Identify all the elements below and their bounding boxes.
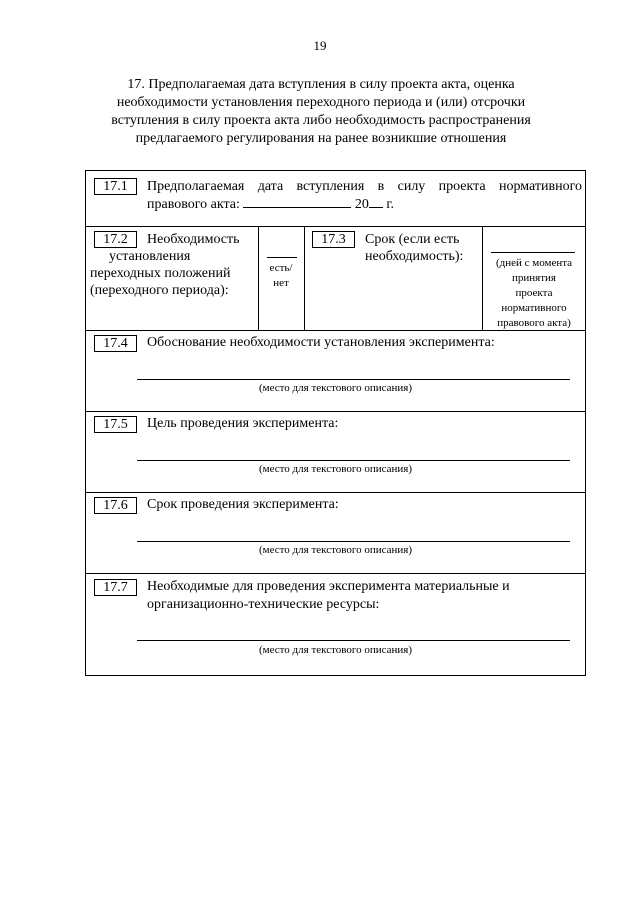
item-17-7-label-line: Необходимые для проведения эксперимента материальные и <box>147 579 510 594</box>
year-prefix: 20 <box>354 197 369 212</box>
item-17-2-label-line: (переходного периода): <box>90 283 229 298</box>
item-number: 17.4 <box>94 335 137 352</box>
section-title-line: предлагаемого регулирования на ранее возникшие отношения <box>135 131 507 146</box>
item-17-7-label-line: организационно-технические ресурсы: <box>147 597 380 612</box>
item-number: 17.6 <box>94 497 137 514</box>
item-number: 17.3 <box>312 231 355 248</box>
days-note-line: проекта <box>515 287 553 299</box>
item-17-6-box <box>85 492 586 574</box>
item-17-2-17-3-box <box>85 226 586 331</box>
item-17-4-label: Обоснование необходимости установления эксперимента: <box>147 335 495 350</box>
days-note-line: принятия <box>512 272 556 284</box>
item-number: 17.7 <box>94 579 137 596</box>
page-number: 19 <box>313 38 327 53</box>
section-title <box>95 76 547 148</box>
days-note-line: (дней с момента <box>495 257 573 269</box>
item-17-1-box <box>85 170 586 227</box>
answer-option-line: есть/ <box>269 262 293 274</box>
item-17-5-box <box>85 411 586 493</box>
item-17-2-label-line: Необходимость <box>147 232 240 247</box>
description-input-line[interactable] <box>137 379 570 380</box>
column-divider <box>304 227 305 330</box>
item-number: 17.1 <box>94 178 137 195</box>
section-title-line: 17. Предполагаемая дата вступления в силу проекта акта, оценка <box>127 77 515 92</box>
section-title-line: вступления в силу проекта акта либо необходимость распространения <box>111 113 531 128</box>
item-17-3-label-line: Срок (если есть <box>365 232 460 247</box>
field-caption: (место для текстового описания) <box>258 382 413 394</box>
item-17-2-label-line: переходных положений <box>90 266 231 281</box>
item-17-7-box <box>85 573 586 676</box>
description-input-line[interactable] <box>137 460 570 461</box>
item-17-1-label-line2 <box>147 195 394 213</box>
days-note-line: правового акта) <box>497 317 571 329</box>
item-17-5-label: Цель проведения эксперимента: <box>147 416 339 431</box>
description-input-line[interactable] <box>137 640 570 641</box>
field-caption: (место для текстового описания) <box>258 644 413 656</box>
days-input-line[interactable] <box>491 252 575 253</box>
date-input-line[interactable] <box>243 195 351 208</box>
field-caption: (место для текстового описания) <box>258 463 413 475</box>
description-input-line[interactable] <box>137 541 570 542</box>
answer-input-line[interactable] <box>267 257 297 258</box>
item-17-1-label: Предполагаемая дата вступления в силу проекта нормативного <box>147 179 582 194</box>
item-17-6-label: Срок проведения эксперимента: <box>147 497 339 512</box>
answer-option-line: нет <box>273 277 289 289</box>
field-caption: (место для текстового описания) <box>258 544 413 556</box>
item-17-1-prefix: правового акта: <box>147 197 240 212</box>
item-17-3-label-line: необходимость): <box>365 249 464 264</box>
item-17-4-box <box>85 330 586 412</box>
section-title-line: необходимости установления переходного периода и (или) отсрочки <box>116 95 526 110</box>
days-note-line: нормативного <box>501 302 567 314</box>
year-input-line[interactable] <box>369 195 383 208</box>
item-17-2-label-line: установления <box>109 249 191 264</box>
item-number: 17.2 <box>94 231 137 248</box>
item-number: 17.5 <box>94 416 137 433</box>
year-suffix: г. <box>386 197 395 212</box>
